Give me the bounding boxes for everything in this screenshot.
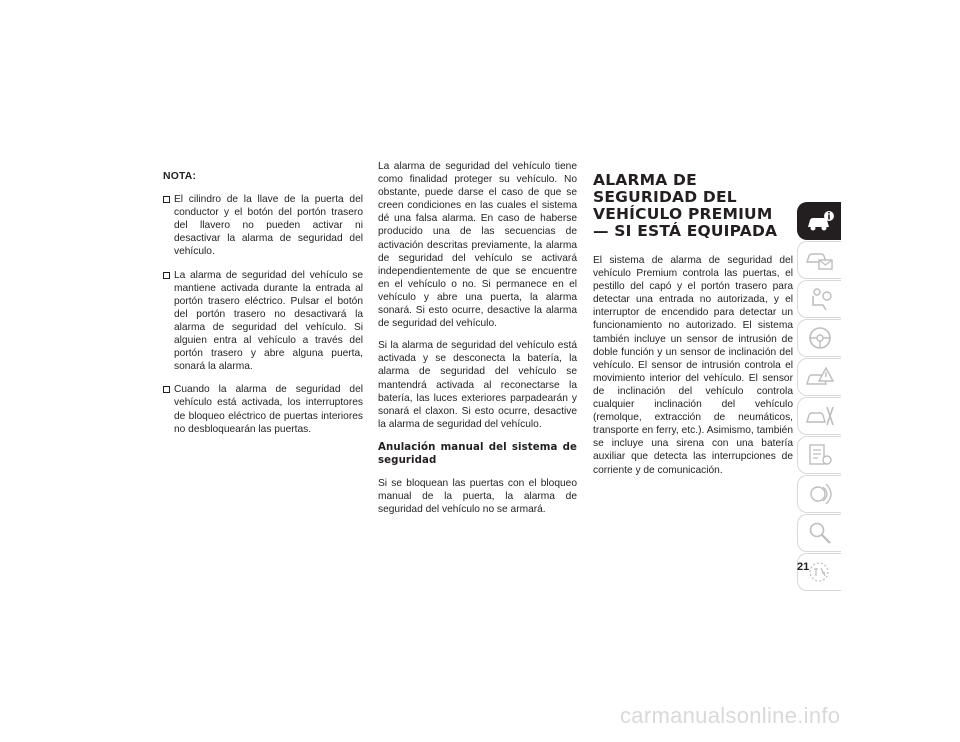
tab-search[interactable] [797, 514, 841, 552]
car-mail-icon [805, 247, 835, 273]
bullet-box-icon [163, 272, 170, 279]
search-icon [805, 520, 835, 546]
tab-steering[interactable] [797, 319, 841, 357]
seat-airbag-icon [805, 286, 835, 312]
paragraph: Si la alarma de seguridad del vehículo está activada y se desconecta la batería, la alarma de seguridad del vehículo se mantendrá activada al reconectarse la batería, las luces exteriores parpadearán y sonará el claxon. Si esto ocurre, desactive la alarma de seguridad del vehículo. [378, 340, 577, 430]
page-number: 21 [797, 561, 810, 573]
note-bullet [163, 269, 363, 374]
note-bullet [163, 193, 363, 258]
paragraph: Si se bloquean las puertas con el bloqueo manual de la puerta, la alarma de seguridad del vehículo no se armará. [378, 478, 577, 516]
bullet-box-icon [163, 196, 170, 203]
car-info-icon [805, 208, 835, 234]
column-notes [163, 160, 363, 446]
tab-car-mail[interactable] [797, 241, 841, 279]
note-bullet-text: Cuando la alarma de seguridad del vehículo está activada, los interruptores de bloqueo eléctrico de puertas interiores no desbloquearán las puertas. [174, 384, 363, 435]
watermark: carmanualsonline.info [620, 703, 841, 728]
bullet-box-icon [163, 386, 170, 393]
subheading: Anulación manual del sistema de seguridad [378, 441, 577, 466]
note-bullet-text: El cilindro de la llave de la puerta del conductor y el botón del portón trasero del llavero no pueden activar ni desactivar la alarma de seguridad del vehículo. [174, 194, 363, 258]
note-bullet [163, 383, 363, 435]
multimedia-icon [805, 481, 835, 507]
tab-car-warning[interactable] [797, 358, 841, 396]
chapter-tabs [797, 202, 841, 592]
column-alarm-info [378, 160, 577, 525]
tab-car-tools[interactable] [797, 397, 841, 435]
paragraph: El sistema de alarma de seguridad del vehículo Premium controla las puertas, el pestillo del capó y el portón trasero para detectar una entrada no autorizada, y el interruptor de encendido para detectar un funcionamiento no autorizado. El sistema también incluye un sensor de intrusión de doble función y un sensor de inclinación del vehículo. El sensor de intrusión controla el movimiento interior del vehículo. El sensor de inclinación del vehículo controla cualquier inclinación del vehículo (remolque, extracción de neumáticos, transporte en ferry, etc.). Asimismo, también se incluye una sirena con una batería auxiliar que detecta las interrupciones de corriente y de comunicación. [593, 255, 793, 476]
column-premium-alarm [593, 160, 793, 486]
service-list-icon [805, 442, 835, 468]
car-warning-icon [805, 364, 835, 390]
tab-multimedia[interactable] [797, 475, 841, 513]
note-bullet-text: La alarma de seguridad del vehículo se mantiene activada durante la entrada al portón trasero eléctrico. Pulsar el botón del portón trasero no desactivará la alarma de seguridad del vehículo. Si alguien entra al vehículo a través del portón trasero y abre alguna puerta, sonará la alarma. [174, 269, 363, 373]
car-tools-icon [805, 403, 835, 429]
section-heading: ALARMA DE SEGURIDAD DEL VEHÍCULO PREMIUM — SI ESTÁ EQUIPADA [593, 171, 778, 240]
paragraph: La alarma de seguridad del vehículo tiene como finalidad proteger su vehículo. No obstante, puede darse el caso de que se creen condiciones en las cuales el sistema dé una falsa alarma. En caso de haberse producido una de las secuencias de activación descritas previamente, la alarma de seguridad del vehículo se activará independientemente de que se encuentre en el vehículo o no. Si permanece en el vehículo y abre una puerta, la alarma sonará. Si esto ocurre, desactive la alarma de seguridad del vehículo. [378, 161, 577, 330]
steering-wheel-icon [805, 325, 835, 351]
tab-car-info[interactable] [797, 202, 841, 240]
tab-seat-airbag[interactable] [797, 280, 841, 318]
note-label: NOTA: [163, 171, 197, 182]
tab-service-list[interactable] [797, 436, 841, 474]
